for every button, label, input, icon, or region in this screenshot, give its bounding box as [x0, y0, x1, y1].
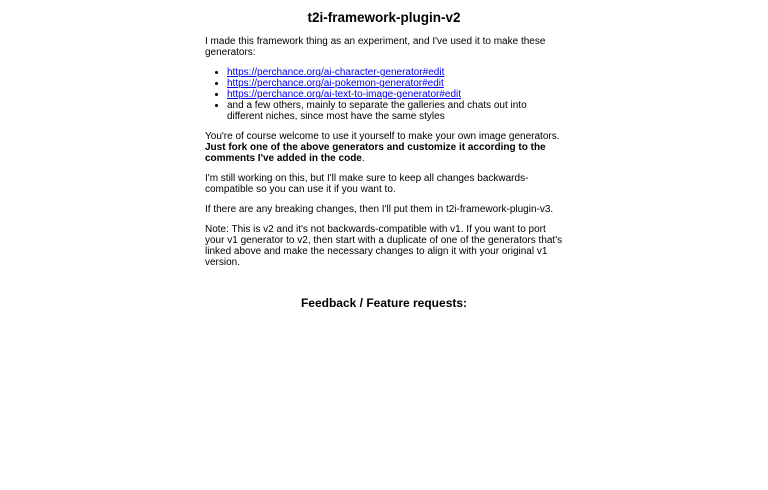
note-paragraph: Note: This is v2 and it's not backwards-compatible with v1. If you want to port your v1 generator to v2, then start with a duplicate of one of the generators that's linked above and make the necessary changes to align it with your original v1 version. [205, 224, 563, 268]
fork-paragraph [205, 131, 563, 164]
link-ai-text-to-image-generator[interactable]: https://perchance.org/ai-text-to-image-generator#edit [227, 89, 462, 100]
page-title: t2i-framework-plugin-v2 [307, 10, 461, 25]
list-item [227, 89, 563, 100]
content-column [205, 10, 563, 310]
fork-paragraph-post: . [361, 153, 365, 164]
fork-paragraph-bold: Just fork one of the above generators and customize it according to the comments I've added in the code [205, 142, 546, 164]
link-ai-pokemon-generator[interactable]: https://perchance.org/ai-pokemon-generator#edit [227, 78, 444, 89]
wip-paragraph: I'm still working on this, but I'll make sure to keep all changes backwards-compatible so you can use it if you want to. [205, 173, 529, 195]
intro-paragraph: I made this framework thing as an experiment, and I've used it to make these generators: [205, 36, 546, 58]
breaking-changes-paragraph: If there are any breaking changes, then I'll put them in t2i-framework-plugin-v3. [205, 204, 554, 215]
generator-links-list [205, 67, 563, 122]
feedback-heading: Feedback / Feature requests: [300, 296, 468, 310]
list-item [227, 78, 563, 89]
list-item-others-note: • and a few others, mainly to separate the galleries and chats out into different niches, since most have the same styles [227, 100, 563, 122]
fork-paragraph-pre: You're of course welcome to use it yourself to make your own image generators. [205, 131, 560, 142]
list-item [227, 67, 563, 78]
link-ai-character-generator[interactable]: https://perchance.org/ai-character-generator#edit [227, 67, 445, 78]
page-background [0, 10, 768, 490]
